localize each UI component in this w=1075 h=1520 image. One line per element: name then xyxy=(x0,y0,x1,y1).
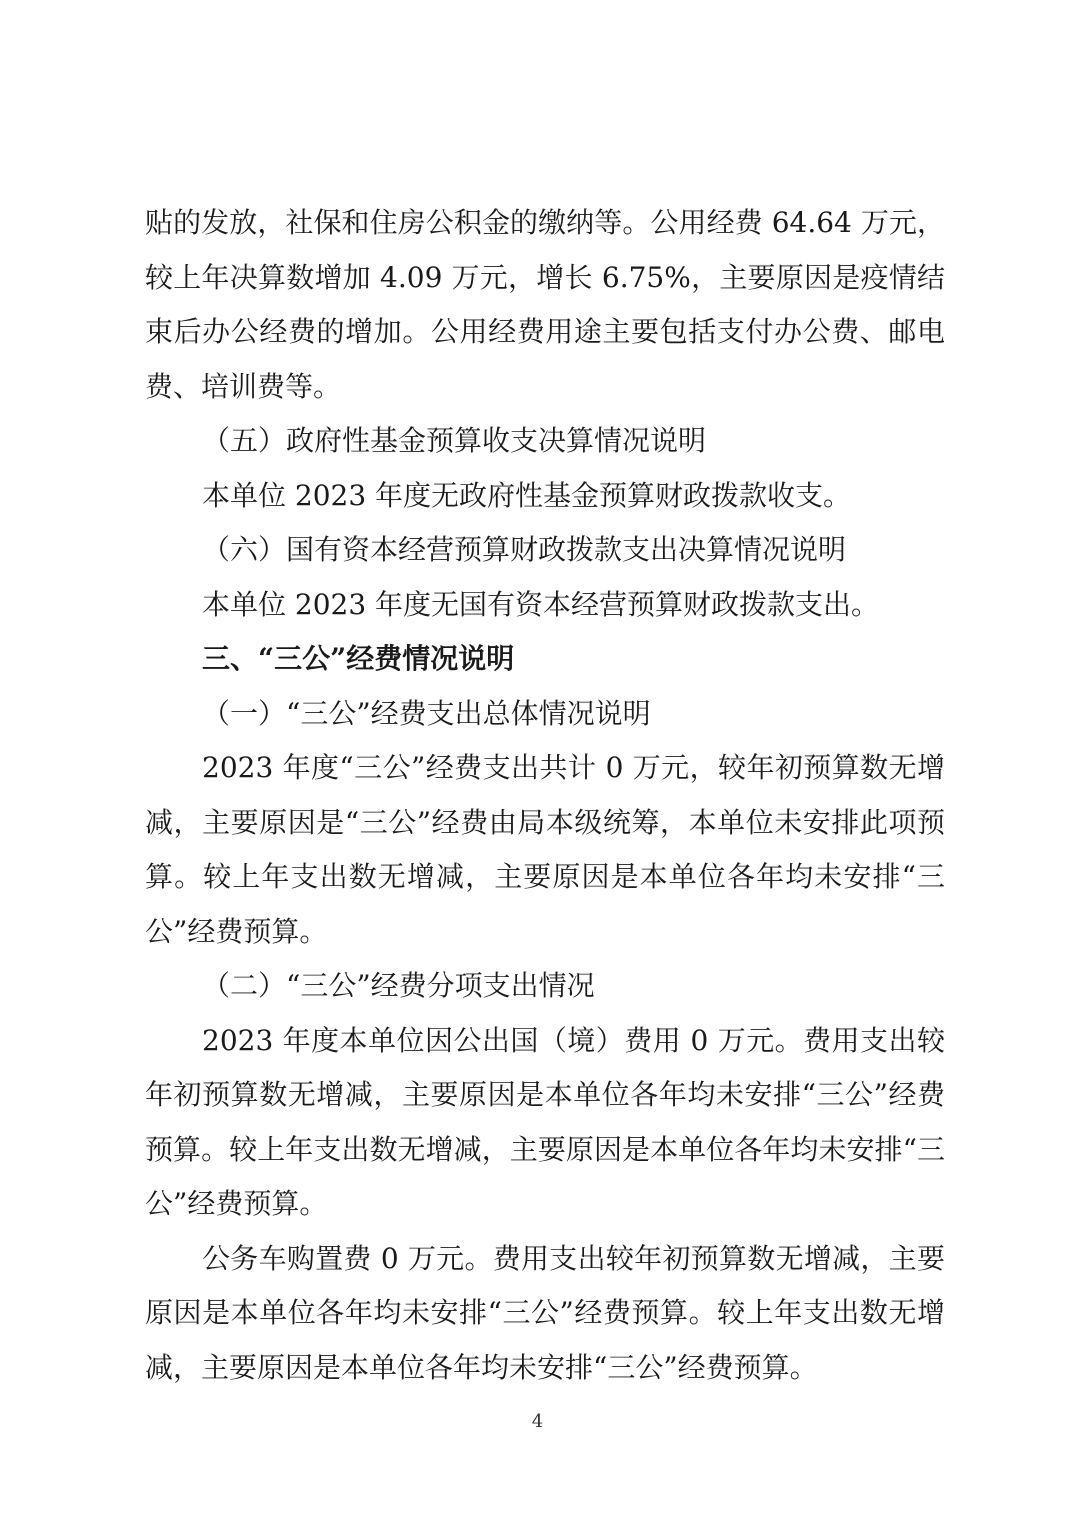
heading-three-public: 三、“三公”经费情况说明 xyxy=(202,642,515,675)
document-body xyxy=(145,196,945,1395)
heading-subsection-2: （二）“三公”经费分项支出情况 xyxy=(202,969,595,1002)
heading-section-6: （六）国有资本经营预算财政拨款支出决算情况说明 xyxy=(202,533,847,566)
paragraph-gov-fund: 本单位 2023 年度无政府性基金预算财政拨款收支。 xyxy=(202,478,852,512)
heading-section-5: （五）政府性基金预算收支决算情况说明 xyxy=(202,424,707,457)
heading-subsection-1: （一）“三公”经费支出总体情况说明 xyxy=(202,696,651,730)
paragraph-vehicle-purchase: 公务车购置费 0 万元。费用支出较年初预算数无增减，主要原因是本单位各年均未安排“三公”经费预算。较上年支出数无增减，主要原因是本单位各年均未安排“三公”经费预算。 xyxy=(145,1241,945,1384)
page-number: 4 xyxy=(531,1411,544,1432)
paragraph-public-funds: 贴的发放，社保和住房公积金的缴纳等。公用经费 64.64 万元，较上年决算数增加 4.09 万元，增长 6.75%，主要原因是疫情结束后办公经费的增加。公用经费用途主要包括支付办公费、邮电费、培训费等。 xyxy=(145,206,945,403)
paragraph-overseas-travel: 2023 年度本单位因公出国（境）费用 0 万元。费用支出较年初预算数无增减，主要原因是本单位各年均未安排“三公”经费预算。较上年支出数无增减，主要原因是本单位各年均未安排“三公”经费预算。 xyxy=(145,1023,945,1220)
paragraph-state-capital: 本单位 2023 年度无国有资本经营预算财政拨款支出。 xyxy=(202,587,880,621)
paragraph-three-public-total: 2023 年度“三公”经费支出共计 0 万元，较年初预算数无增减，主要原因是“三公”经费由局本级统筹，本单位未安排此项预算。较上年支出数无增减，主要原因是本单位各年均未安排“三公”经费预算。 xyxy=(145,751,945,948)
